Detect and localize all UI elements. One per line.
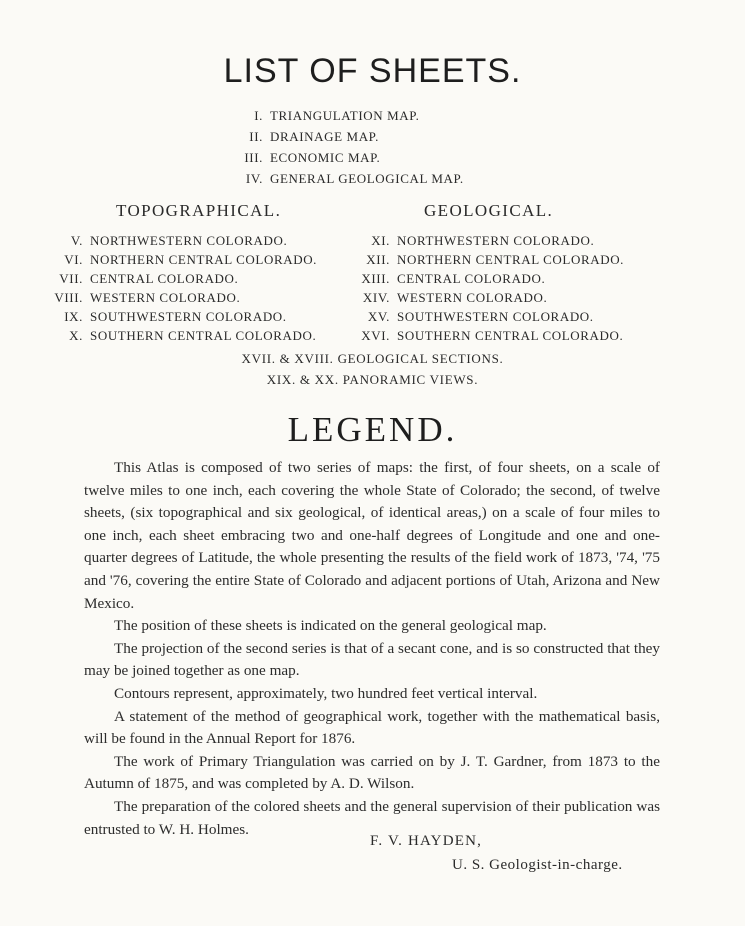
legend-paragraph: A statement of the method of geographical work, together with the mathematical basis, will be found in the Annual Report for 1876. <box>84 707 660 748</box>
sheet-number: X. <box>69 328 83 343</box>
geological-heading: GEOLOGICAL. <box>424 201 554 220</box>
sheet-name: DRAINAGE MAP. <box>270 129 379 144</box>
legend-paragraph: Contours represent, approximately, two hundred feet vertical interval. <box>114 684 538 702</box>
sheet-name: CENTRAL COLORADO. <box>90 271 239 286</box>
sheet-name: NORTHWESTERN COLORADO. <box>90 233 288 248</box>
list-item <box>357 328 623 344</box>
sheet-name: TRIANGULATION MAP. <box>270 108 420 123</box>
list-item <box>233 171 464 187</box>
sheet-number: II. <box>249 129 263 144</box>
signature-title: U. S. Geologist-in-charge. <box>452 857 623 873</box>
sheet-name: WESTERN COLORADO. <box>90 290 241 305</box>
sheet-number: XIII. <box>361 271 390 286</box>
sheet-number: V. <box>70 233 83 248</box>
sheet-number: IV. <box>245 171 263 186</box>
sheet-number: XVI. <box>361 328 390 343</box>
sheet-number: XI. <box>371 233 390 248</box>
signature-name: F. V. HAYDEN, <box>370 833 483 849</box>
list-item <box>53 290 240 306</box>
extra-sheet-sections: XVII. & XVIII. GEOLOGICAL SECTIONS. <box>241 351 504 366</box>
sheet-number: XIV. <box>362 290 390 305</box>
sheet-name: SOUTHERN CENTRAL COLORADO. <box>90 328 317 343</box>
legend-body <box>84 457 660 841</box>
sheet-number: III. <box>244 150 263 165</box>
topographical-heading: TOPOGRAPHICAL. <box>116 201 282 220</box>
sheet-number: VIII. <box>54 290 83 305</box>
sheet-name: NORTHERN CENTRAL COLORADO. <box>397 252 625 267</box>
list-item <box>357 271 545 287</box>
list-item <box>233 108 419 124</box>
legend-paragraph: The preparation of the colored sheets and the general supervision of their publication was entrusted to W. H. Holmes. <box>84 797 660 838</box>
list-item <box>53 328 316 344</box>
legend-title: LEGEND. <box>287 410 458 449</box>
page-title: LIST OF SHEETS. <box>223 52 522 90</box>
list-item <box>357 233 594 249</box>
sheet-name: SOUTHERN CENTRAL COLORADO. <box>397 328 624 343</box>
list-item <box>233 129 379 145</box>
sheet-number: XII. <box>366 252 390 267</box>
legend-paragraph: The position of these sheets is indicated on the general geological map. <box>114 617 547 635</box>
sheet-number: XV. <box>367 309 390 324</box>
sheet-number: IX. <box>64 309 83 324</box>
legend-paragraph: The work of Primary Triangulation was carried on by J. T. Gardner, from 1873 to the Autumn of 1875, and was completed by A. D. Wilson. <box>84 752 660 793</box>
sheet-number: I. <box>254 108 263 123</box>
sheet-name: SOUTHWESTERN COLORADO. <box>90 309 287 324</box>
extra-sheet-panoramic: XIX. & XX. PANORAMIC VIEWS. <box>266 372 479 387</box>
sheet-number: VII. <box>59 271 83 286</box>
list-item <box>233 150 380 166</box>
sheet-name: CENTRAL COLORADO. <box>397 271 546 286</box>
legend-paragraph: The projection of the second series is that of a secant cone, and is so constructed that they may be joined together as one map. <box>84 639 660 680</box>
list-item <box>53 309 287 325</box>
list-item <box>357 252 624 268</box>
list-item <box>357 309 594 325</box>
sheet-name: WESTERN COLORADO. <box>397 290 548 305</box>
sheet-name: SOUTHWESTERN COLORADO. <box>397 309 594 324</box>
legend-paragraph: This Atlas is composed of two series of maps: the first, of four sheets, on a scale of twelve miles to one inch, each covering the whole State of Colorado; the second, of twelve sheets, (six topographical and six geological, of identical areas,) on a scale of four miles to one inch, each sheet embracing two and one-half degrees of Longitude and one and one-quarter degrees of Latitude, the whole presenting the results of the field work of 1873, '74, '75 and '76, covering the entire State of Colorado and adjacent portions of Utah, Arizona and New Mexico. <box>84 459 660 612</box>
sheet-number: VI. <box>64 252 83 267</box>
sheet-name: NORTHERN CENTRAL COLORADO. <box>90 252 318 267</box>
list-item <box>53 252 317 268</box>
list-item <box>357 290 547 306</box>
list-item <box>53 271 238 287</box>
sheet-name: NORTHWESTERN COLORADO. <box>397 233 595 248</box>
list-item <box>53 233 287 249</box>
sheet-name: ECONOMIC MAP. <box>270 150 381 165</box>
sheet-name: GENERAL GEOLOGICAL MAP. <box>270 171 464 186</box>
